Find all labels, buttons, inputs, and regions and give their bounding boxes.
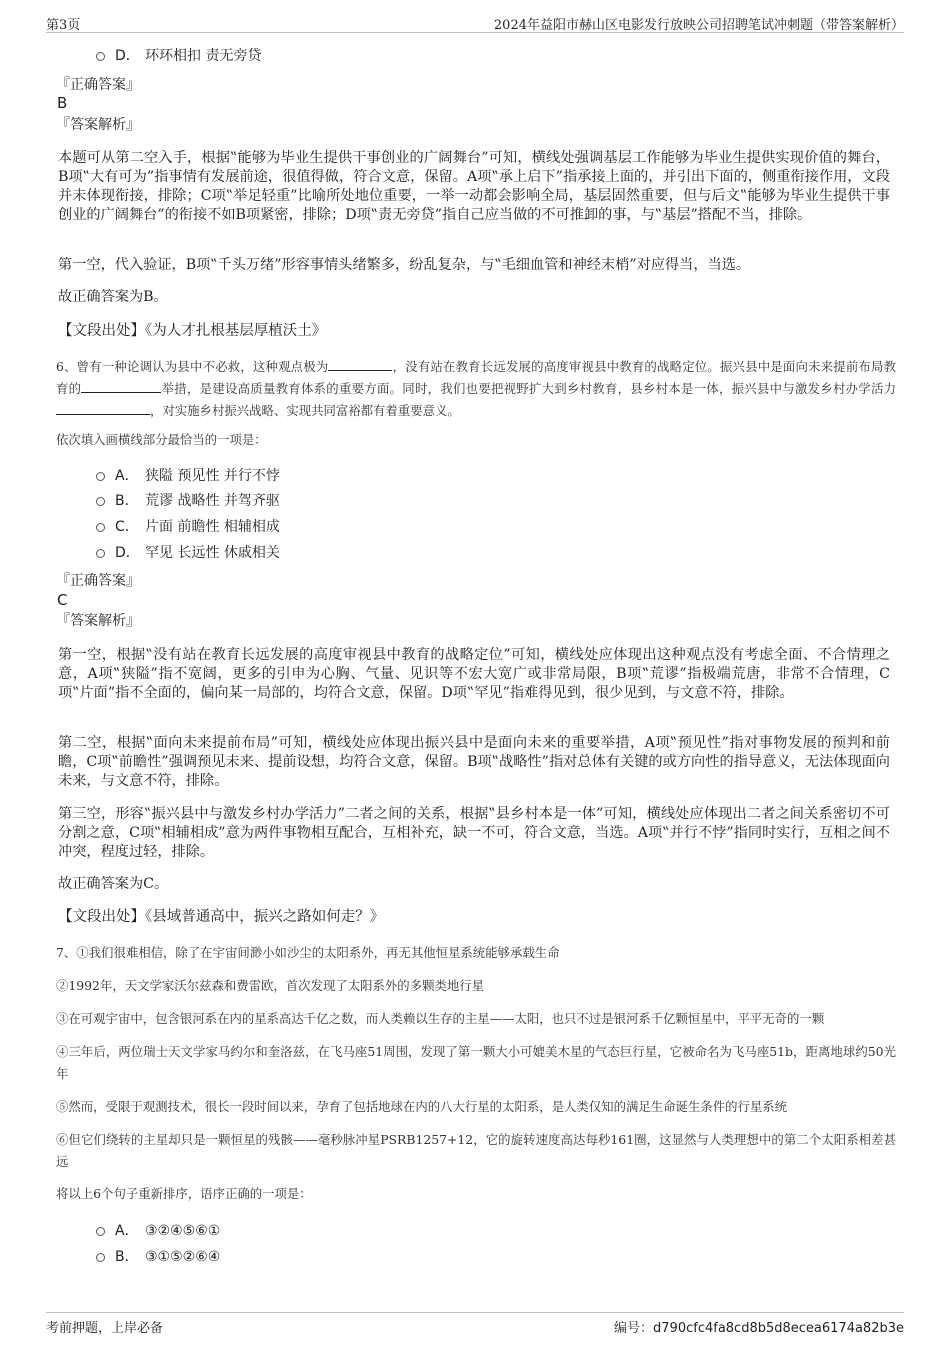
- q6-option-d[interactable]: D． 罕见 长远性 休戚相关: [96, 544, 280, 562]
- document-code: 编号：d790cfc4fa8cd8b5d8ecea6174a82b3e: [614, 1321, 904, 1336]
- radio-icon[interactable]: [96, 497, 105, 506]
- q7-instruction: 将以上6个句子重新排序，语序正确的一项是：: [56, 1186, 312, 1201]
- q7-sentence: 7、①我们很难相信，除了在宇宙间渺小如沙尘的太阳系外，再无其他恒星系统能够承载生命: [56, 945, 560, 960]
- q6-option-b[interactable]: B． 荒谬 战略性 并驾齐驱: [96, 492, 280, 510]
- q7-sentence: ④三年后，两位瑞士天文学家马约尔和奎洛兹，在飞马座51周围，发现了第一颗大小可媲美木星的气态巨行星，它被命名为飞马座51b，距离地球约50光年: [56, 1044, 896, 1081]
- q6-analysis-paragraph: 第三空，形容‟振兴县中与激发乡村办学活力”二者之间的关系，根据‟县乡村本是一体”可知，横线处应体现出二者之间关系密切不可分割之意，C项‟相辅相成”意为两件事物相互配合，互相补充，缺一不可，符合文意，当选。A项‟并行不悖”指同时实行，互相之间不冲突，程度过轻，排除。: [58, 806, 890, 860]
- page-footer: [46, 1312, 904, 1337]
- q5-analysis-conclusion: 故正确答案为B。: [58, 289, 168, 305]
- q5-analysis-paragraph: 第一空，代入验证，B项‟千头万绪”形容事情头绪繁多，纷乱复杂，与‟毛细血管和神经末梢”对应得当，当选。: [58, 257, 751, 273]
- q6-analysis-label: 『答案解析』: [56, 613, 140, 629]
- page-number: 第3页: [46, 18, 81, 33]
- footer-slogan: 考前押题，上岸必备: [46, 1321, 164, 1336]
- radio-icon[interactable]: [96, 523, 105, 532]
- q5-analysis-label: 『答案解析』: [56, 117, 140, 133]
- radio-icon[interactable]: [96, 1227, 105, 1236]
- radio-icon[interactable]: [96, 472, 105, 481]
- radio-icon[interactable]: [96, 1253, 105, 1262]
- page-header: [46, 12, 904, 33]
- q6-answer-label: 『正确答案』: [56, 573, 140, 589]
- blank-line: [81, 380, 161, 393]
- q5-answer-label: 『正确答案』: [56, 77, 140, 93]
- q6-analysis-paragraph: 第一空，根据‟没有站在教育长远发展的高度审视县中教育的战略定位”可知，横线处应体现出这种观点没有考虑全面、不合情理之意，A项‟狭隘”指不宽阔，更多的引申为心胸、气量、见识等不宏大宽广或非常局限，B项‟荒谬”指极端荒唐，非常不合情理，C项‟片面”指不全面的，偏向某一局部的，均符合文意，保留。D项‟罕见”指难得见到，很少见到，与文意不符，排除。: [58, 647, 890, 701]
- document-title: 2024年益阳市赫山区电影发行放映公司招聘笔试冲刺题（带答案解析）: [493, 18, 904, 33]
- radio-icon[interactable]: [96, 52, 105, 61]
- q7-option-b[interactable]: B． ③①⑤②⑥④: [96, 1248, 220, 1266]
- q7-sentence: ⑥但它们绕转的主星却只是一颗恒星的残骸——毫秒脉冲星PSRB1257+12，它的旋转速度高达每秒161圈，这显然与人类理想中的第二个太阳系相差甚远: [56, 1132, 896, 1169]
- q6-stem: 6、曾有一种论调认为县中不必救，这种观点极为 ，没有站在教育长远发展的高度审视县中教育的战略定位。振兴县中是面向未来提前布局教育的 举措，是建设高质量教育体系的重要方面。同时，我们也要把视野扩大到乡村教育，县乡村本是一体，振兴县中与激发乡村办学活力，对实施乡村振兴战略、实现共同富裕都有着重要意义。: [56, 359, 897, 418]
- q7-sentence: ⑤然而，受限于观测技术，很长一段时间以来，孕育了包括地球在内的八大行星的太阳系，是人类仅知的满足生命诞生条件的行星系统: [56, 1099, 788, 1114]
- blank-line: [328, 358, 392, 371]
- q5-option-d[interactable]: D． 环环相扣 责无旁贷: [96, 47, 261, 65]
- q6-instruction: 依次填入画横线部分最恰当的一项是：: [56, 432, 267, 447]
- radio-icon[interactable]: [96, 549, 105, 558]
- q6-source: 【文段出处】《县域普通高中，振兴之路如何走？》: [58, 909, 385, 925]
- q6-analysis-conclusion: 故正确答案为C。: [58, 876, 169, 892]
- q6-analysis-paragraph: 第二空，根据‟面向未来提前布局”可知，横线处应体现出振兴县中是面向未来的重要举措，A项‟预见性”指对事物发展的预判和前瞻，C项‟前瞻性”强调预见未来、提前设想，均符合文意，保留。B项‟战略性”指对总体有关键的或方向性的指导意义，无法体现面向未来，与文意不符，排除。: [58, 735, 890, 789]
- q5-source: 【文段出处】《为人才扎根基层厚植沃土》: [58, 323, 327, 339]
- q7-option-a[interactable]: A． ③②④⑤⑥①: [96, 1222, 220, 1240]
- q7-sentence: ③在可观宇宙中，包含银河系在内的星系高达千亿之数，而人类赖以生存的主星——太阳，也只不过是银河系千亿颗恒星中，平平无奇的一颗: [56, 1011, 825, 1026]
- q5-analysis-paragraph: 本题可从第二空入手，根据‟能够为毕业生提供干事创业的广阔舞台”可知，横线处强调基层工作能够为毕业生提供实现价值的舞台，B项‟大有可为”指事情有发展前途，很值得做，符合文意，保留。A项‟承上启下”指承接上面的，并引出下面的，侧重衔接作用，文段并未体现衔接，排除；C项‟举足轻重”比喻所处地位重要，一举一动都会影响全局，基层固然重要，但与后文‟能够为毕业生提供干事创业的广阔舞台”的衔接不如B项紧密，排除；D项‟责无旁贷”指自己应当做的不可推卸的事，与‟基层”搭配不当，排除。: [58, 150, 890, 223]
- q6-answer: C: [57, 591, 68, 609]
- q5-answer: B: [57, 94, 68, 112]
- q6-option-c[interactable]: C． 片面 前瞻性 相辅相成: [96, 518, 280, 536]
- q7-sentence: ②1992年，天文学家沃尔兹森和费雷欧，首次发现了太阳系外的多颗类地行星: [56, 978, 485, 993]
- blank-line: [56, 402, 150, 415]
- q6-option-a[interactable]: A． 狭隘 预见性 并行不悖: [96, 467, 280, 485]
